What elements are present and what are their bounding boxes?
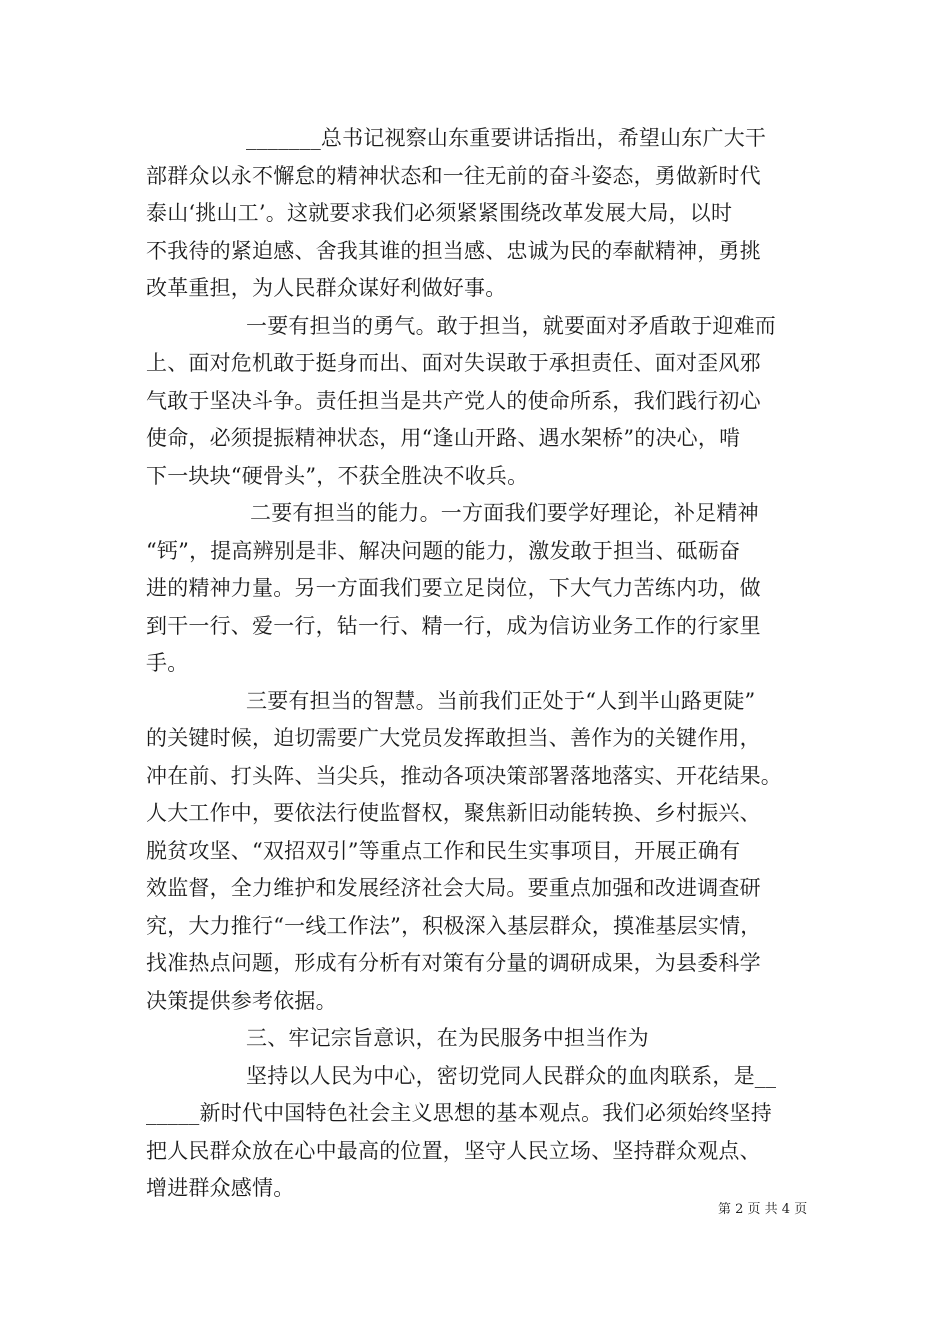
text-line: 脱贫攻坚、“双招双引”等重点工作和民生实事项目，开展正确有 [146,838,741,863]
text-line: 气敢于坚决斗争。责任担当是共产党人的使命所系，我们践行初心 [146,388,761,413]
text-line: 二要有担当的能力。一方面我们要学好理论，补足精神 [250,501,759,525]
text-line: 手。 [146,651,189,675]
text-line: 三要有担当的智慧。当前我们正处于“人到半山路更陡” [246,688,756,713]
text-line: 找准热点问题，形成有分析有对策有分量的调研成果，为县委科学 [146,951,761,975]
text-line: 的关键时候，迫切需要广大党员发挥敢担当、善作为的关键作用， [146,726,761,750]
text-line: 坚持以人民为中心，密切党同人民群众的血肉联系，是__ [246,1063,777,1088]
text-line: 究，大力推行“一线工作法”，积极深入基层群众，摸准基层实情， [146,913,762,938]
text-line: 泰山‘挑山工’。这就要求我们必须紧紧围绕改革发展大局，以时 [146,201,733,225]
text-line: 到干一行、爱一行，钻一行、精一行，成为信访业务工作的行家里 [146,613,761,638]
text-line: 部群众以永不懈怠的精神状态和一往无前的奋斗姿态，勇做新时代 [146,163,761,188]
text-line: “钙”，提高辨别是非、解决问题的能力，激发敢于担当、砥砺奋 [146,538,741,563]
text-line: 冲在前、打头阵、当尖兵，推动各项决策部署落地落实、开花结果。 [146,763,782,788]
paragraph-intro [146,120,806,308]
text-line: 不我待的紧迫感、舍我其谁的担当感、忠诚为民的奉献精神，勇挑 [146,238,761,263]
text-line: 下一块块“硬骨头”，不获全胜决不收兵。 [146,463,529,488]
text-line: 进的精神力量。另一方面我们要立足岗位，下大气力苦练内功，做 [146,576,761,600]
paragraph-courage [146,308,806,496]
section-heading-text: 三、牢记宗旨意识，在为民服务中担当作为 [246,1026,649,1050]
text-line: 把人民群众放在心中最高的位置，坚守人民立场、坚持群众观点、 [146,1138,761,1163]
text-line: 上、面对危机敢于挺身而出、面对失误敢于承担责任、面对歪风邪 [146,351,761,375]
text-line: 改革重担，为人民群众谋好利做好事。 [146,276,507,300]
text-line: 决策提供参考依据。 [146,988,337,1013]
text-line: 一要有担当的勇气。敢于担当，就要面对矛盾敢于迎难而 [246,313,776,338]
text-line: _______总书记视察山东重要讲话指出，希望山东广大干 [246,126,767,150]
paragraph-people-centered [146,1058,806,1208]
paragraph-ability [146,495,806,683]
text-line: _____新时代中国特色社会主义思想的基本观点。我们必须始终坚持 [146,1101,772,1125]
section-heading [146,1020,806,1058]
text-line: 增进群众感情。 [146,1176,295,1200]
text-line: 人大工作中，要依法行使监督权，聚焦新旧动能转换、乡村振兴、 [146,801,761,825]
page-number-footer: 第 2 页 共 4 页 [718,1202,808,1217]
text-line: 使命，必须提振精神状态，用“逢山开路、遇水架桥”的决心，啃 [146,426,741,450]
document-body [146,120,806,1208]
text-line: 效监督，全力维护和发展经济社会大局。要重点加强和改进调查研 [146,876,761,900]
paragraph-wisdom [146,683,806,1021]
